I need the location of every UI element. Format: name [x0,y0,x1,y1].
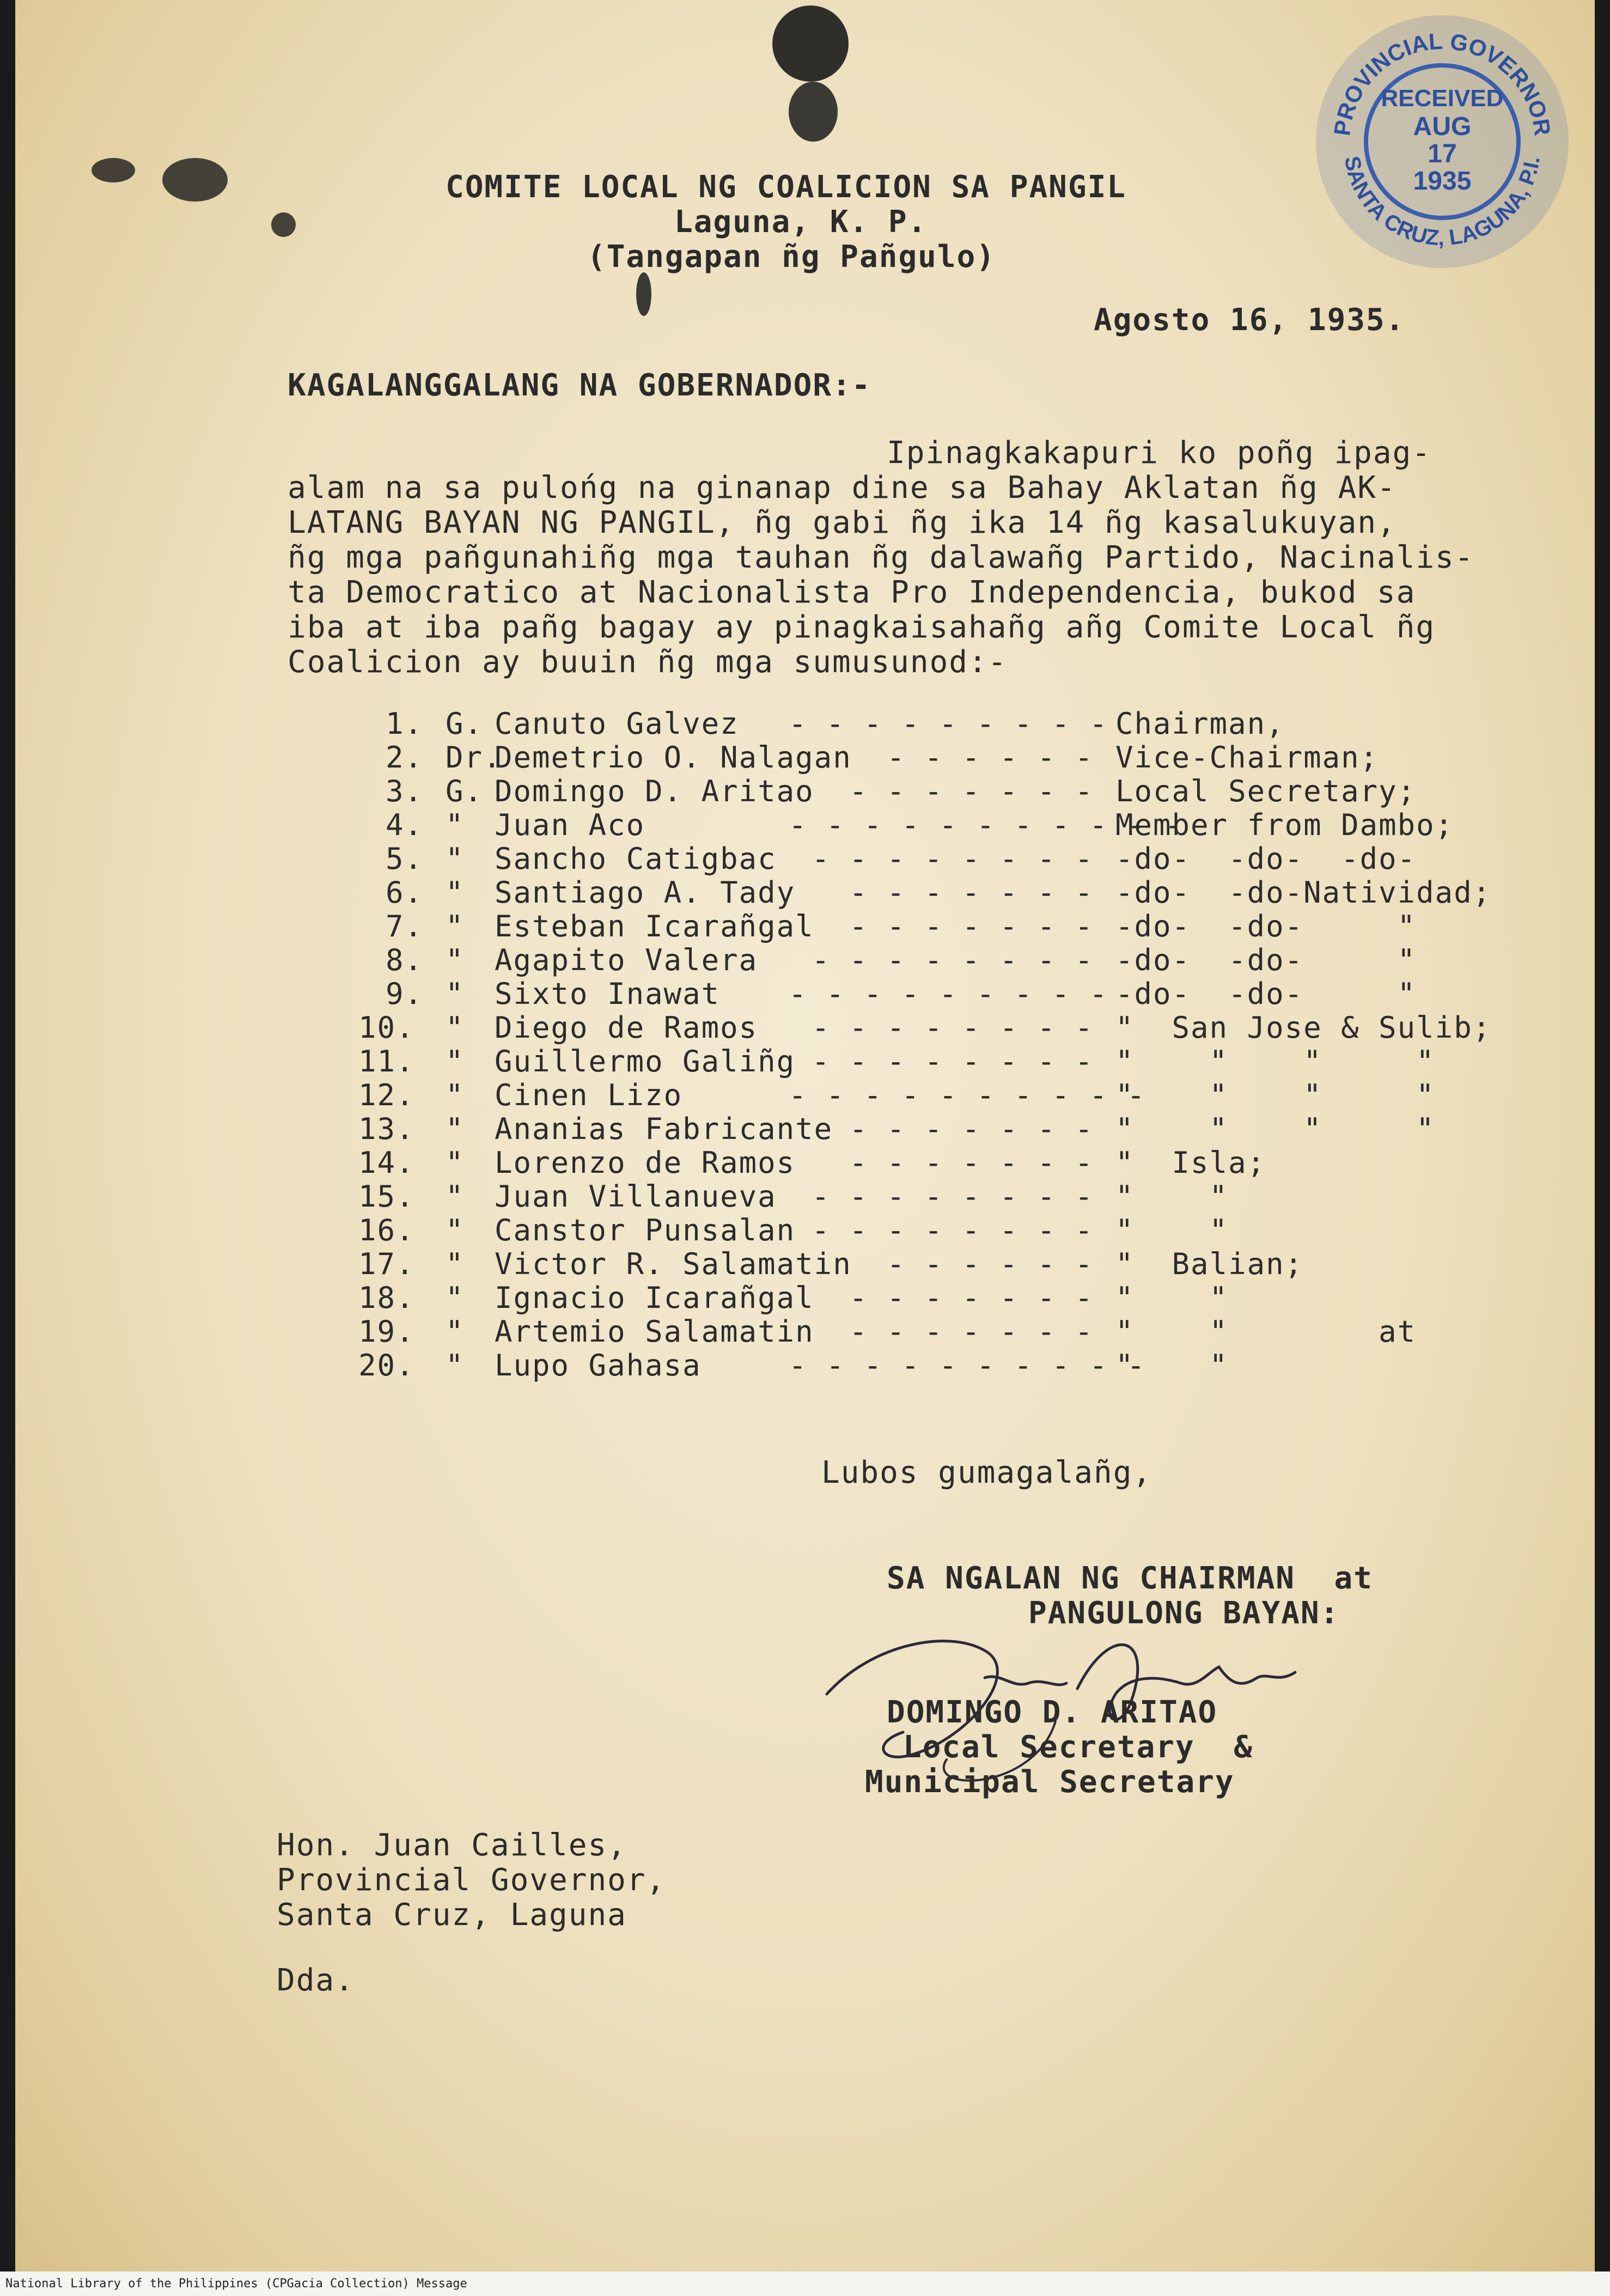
member-number: 17. [358,1247,415,1281]
member-prefix: " [446,1112,465,1146]
stamp-day: 17 [1428,139,1457,168]
member-dashes: - - - - - - - - - - - [789,808,1184,842]
member-number: 20. [358,1348,415,1383]
member-dashes: - - - - - - - [849,909,1094,943]
recipient-line-4: Dda. [277,1963,355,1998]
member-dashes: - - - - - - - [849,1112,1094,1146]
member-role: " " " " [1115,1044,1435,1079]
signatory-title-2: Municipal Secretary [865,1764,1235,1800]
member-role: Member from Dambo; [1115,808,1454,842]
salutation: KAGALANGGALANG NA GOBERNADOR:- [288,368,871,403]
member-name: Ananias Fabricante [495,1112,833,1146]
member-dashes: - - - - - - - - - - [789,1078,1146,1112]
member-role: -do- -do-Natividad; [1115,875,1492,910]
member-name: Sancho Catigbac [495,842,777,876]
member-name: Lorenzo de Ramos [495,1146,796,1180]
member-prefix: " [446,1010,465,1045]
member-role: -do- -do- -do- [1115,842,1417,876]
member-role: " " " " [1115,1078,1435,1112]
received-stamp [1312,11,1573,272]
member-dashes: - - - - - - - [849,1146,1094,1180]
member-dashes: - - - - - - - [849,774,1094,808]
member-dashes: - - - - - - - - [812,943,1094,977]
member-dashes: - - - - - - - - [812,842,1094,876]
member-number: 9. [386,977,424,1011]
burn-stain [789,82,838,142]
member-prefix: " [446,1348,465,1383]
member-prefix: " [446,808,465,842]
member-prefix: " [446,1146,465,1180]
burn-stain [271,212,296,237]
member-name: Juan Aco [495,808,645,842]
member-dashes: - - - - - - - - - [789,977,1108,1011]
member-role: " " at [1115,1314,1417,1349]
footer-text: National Library of the Philippines (CPGacia Collection) Message [5,2277,467,2291]
member-prefix: " [446,909,465,943]
member-name: Guillermo Galiñg [495,1044,796,1079]
member-role: " " [1115,1348,1229,1383]
recipient-line-2: Provincial Governor, [277,1862,666,1898]
member-dashes: - - - - - - - - [812,1010,1094,1045]
stamp-year: 1935 [1413,167,1472,196]
body-line-4: ñg mga pañgunahiñg mga tauhan ñg dalawañg Partido, Nacinalis- [288,540,1474,575]
member-name: Juan Villanueva [495,1179,777,1214]
member-dashes: - - - - - - - - - - [789,1348,1146,1383]
closing: Lubos gumagalañg, [821,1455,1152,1490]
body-line-7: Coalicion ay buuin ñg mga sumusunod:- [288,644,1008,680]
footer-strip [0,2271,1610,2296]
signatory-title-1: Local Secretary & [903,1729,1253,1765]
member-number: 19. [358,1314,415,1349]
member-prefix: " [446,977,465,1011]
member-role: Vice-Chairman; [1115,740,1379,775]
member-prefix: " [446,1314,465,1349]
member-prefix: G. [446,707,484,741]
recipient-line-1: Hon. Juan Cailles, [277,1828,627,1863]
letterhead-line-2: Laguna, K. P. [674,204,928,240]
stamp-top-text: PROVINCIAL GOVERNOR [1329,28,1556,137]
member-role: " " [1115,1213,1229,1247]
member-number: 13. [358,1112,415,1146]
member-number: 7. [386,909,424,943]
recipient-line-3: Santa Cruz, Laguna [277,1897,627,1933]
member-prefix: G. [446,774,484,808]
member-prefix: Dr. [446,740,502,775]
member-number: 10. [358,1010,415,1045]
member-dashes: - - - - - - - [849,875,1094,910]
member-number: 3. [386,774,424,808]
member-role: " Isla; [1115,1146,1266,1180]
body-line-6: iba at iba pañg bagay ay pinagkaisahañg añg Comite Local ñg [288,610,1436,645]
member-number: 4. [386,808,424,842]
member-dashes: - - - - - - - [849,1281,1094,1315]
member-dashes: - - - - - - - - - [789,707,1108,741]
member-dashes: - - - - - - - - [812,1179,1094,1214]
member-role: " San Jose & Sulib; [1115,1010,1492,1045]
member-name: Sixto Inawat [495,977,721,1011]
member-prefix: " [446,1078,465,1112]
member-name: Victor R. Salamatin [495,1247,852,1281]
signatory-name: DOMINGO D. ARITAO [887,1695,1218,1730]
body-line-3: LATANG BAYAN NG PANGIL, ñg gabi ñg ika 14 ñg kasalukuyan, [288,505,1396,540]
burn-stain [162,158,228,202]
member-role: " " [1115,1281,1229,1315]
member-name: Artemio Salamatin [495,1314,814,1349]
body-line-5: ta Democratico at Nacionalista Pro Independencia, bukod sa [288,575,1416,610]
stamp-bottom-text: SANTA CRUZ, LAGUNA, P.I. [1339,154,1545,251]
body-line-1: Ipinagkakapuri ko poñg ipag- [887,435,1432,471]
member-role: -do- -do- " [1115,977,1417,1011]
letterhead-line-3: (Tangapan ñg Pañgulo) [587,239,996,275]
member-name: Domingo D. Aritao [495,774,814,808]
signature-line-1: SA NGALAN NG CHAIRMAN at [887,1561,1373,1596]
member-name: Lupo Gahasa [495,1348,702,1383]
member-name: Ignacio Icarañgal [495,1281,814,1315]
member-name: Agapito Valera [495,943,758,977]
member-dashes: - - - - - - [887,740,1094,775]
member-name: Diego de Ramos [495,1010,758,1045]
member-name: Cinen Lizo [495,1078,683,1112]
member-number: 1. [386,707,424,741]
member-name: Santiago A. Tady [495,875,796,910]
member-dashes: - - - - - - - [849,1314,1094,1349]
member-role: -do- -do- " [1115,909,1417,943]
member-prefix: " [446,875,465,910]
burn-stain [92,158,135,182]
signature-line-2: PANGULONG BAYAN: [1028,1595,1340,1631]
member-role: " Balian; [1115,1247,1304,1281]
member-name: Demetrio O. Nalagan [495,740,852,775]
member-role: Chairman, [1115,707,1285,741]
member-name: Canuto Galvez [495,707,739,741]
body-line-2: alam na sa pulońg na ginanap dine sa Bahay Aklatan ñg AK- [288,470,1396,506]
member-prefix: " [446,1247,465,1281]
member-prefix: " [446,1044,465,1079]
member-role: " " " " [1115,1112,1435,1146]
member-number: 15. [358,1179,415,1214]
burn-stain [772,5,849,82]
burn-stain [636,272,651,316]
letterhead-line-1: COMITE LOCAL NG COALICION SA PANGIL [446,169,1127,205]
member-dashes: - - - - - - [887,1247,1094,1281]
member-number: 6. [386,875,424,910]
member-role: " " [1115,1179,1229,1214]
letter-page [15,0,1595,2271]
stamp-received: RECEIVED [1381,85,1504,112]
member-dashes: - - - - - - - - [812,1044,1094,1079]
member-role: -do- -do- " [1115,943,1417,977]
member-prefix: " [446,1213,465,1247]
member-prefix: " [446,842,465,876]
member-role: Local Secretary; [1115,774,1417,808]
member-prefix: " [446,943,465,977]
member-name: Canstor Punsalan [495,1213,796,1247]
member-prefix: " [446,1179,465,1214]
member-number: 11. [358,1044,415,1079]
member-number: 8. [386,943,424,977]
member-number: 12. [358,1078,415,1112]
member-number: 18. [358,1281,415,1315]
member-prefix: " [446,1281,465,1315]
letter-date: Agosto 16, 1935. [1094,302,1405,338]
member-number: 5. [386,842,424,876]
member-number: 14. [358,1146,415,1180]
member-number: 16. [358,1213,415,1247]
member-dashes: - - - - - - - - [812,1213,1094,1247]
member-name: Esteban Icarañgal [495,909,814,943]
member-number: 2. [386,740,424,775]
stamp-month: AUG [1413,112,1472,141]
